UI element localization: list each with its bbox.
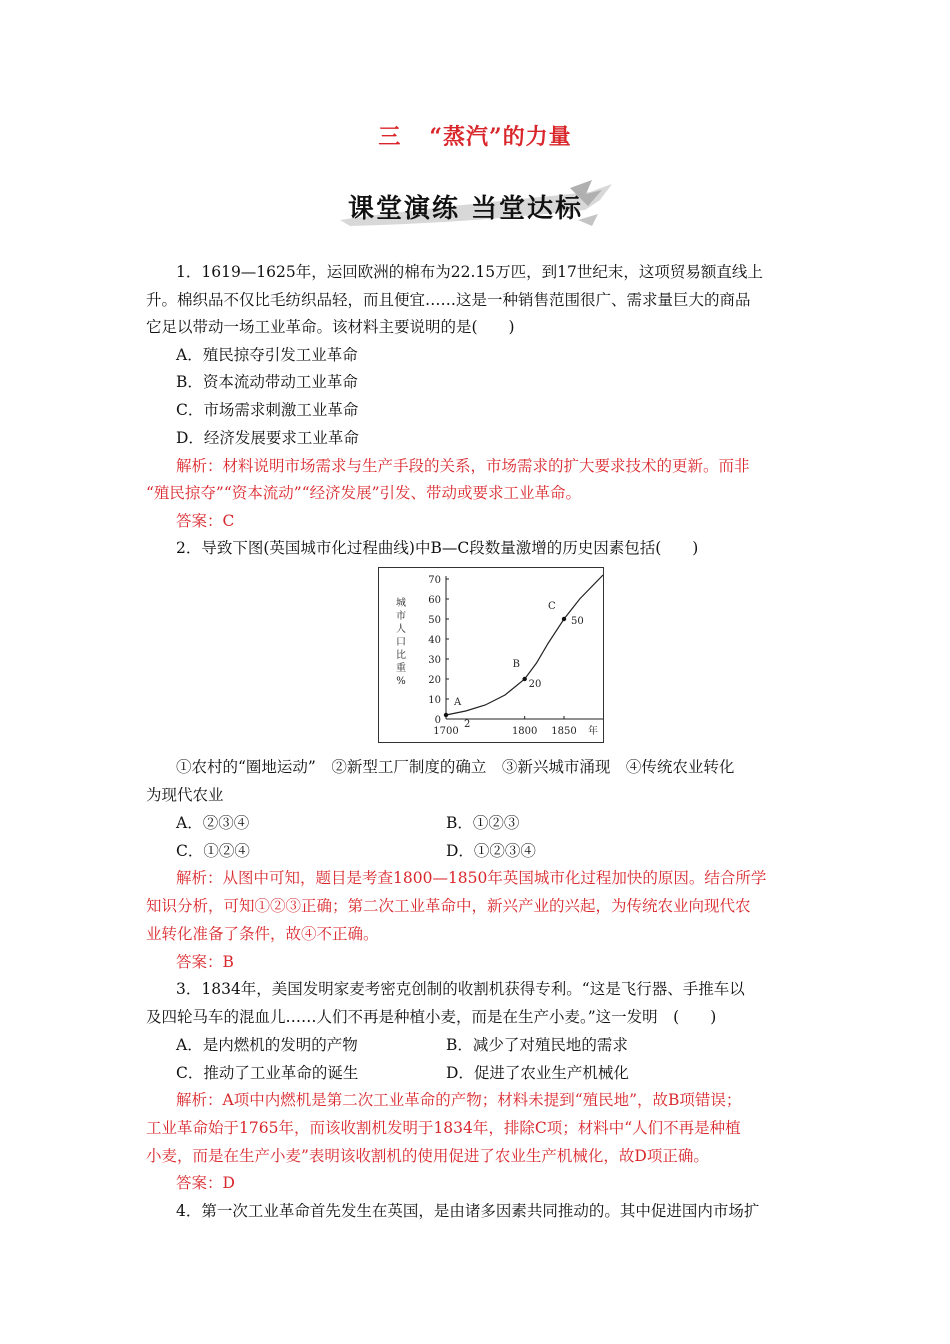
q3-option-d: D．促进了农业生产机械化 [446, 1064, 629, 1082]
point-C [562, 617, 566, 621]
q2-analysis-1: 解析：从图中可知，题目是考查1800—1850年英国城市化过程加快的原因。结合所学 [176, 869, 767, 887]
point-B [522, 677, 526, 681]
section-banner [330, 180, 620, 230]
q3-option-b: B．减少了对殖民地的需求 [446, 1036, 628, 1054]
q3-answer: 答案：D [176, 1174, 235, 1192]
q3-analysis-3: 小麦，而是在生产小麦”表明该收割机的使用促进了农业生产机械化，故D项正确。 [146, 1147, 709, 1165]
q4-line-1: 4．第一次工业革命首先发生在英国，是由诸多因素共同推动的。其中促进国内市场扩 [176, 1202, 760, 1220]
q1-option-d: D．经济发展要求工业革命 [176, 429, 359, 447]
point-label-B: B [512, 659, 521, 670]
section-number: 三 [378, 124, 402, 150]
y-tick-label-0: 0 [434, 715, 441, 726]
q2-items-line-2: 为现代农业 [146, 786, 224, 804]
q3-line-2: 及四轮马车的混血儿……人们不再是种植小麦，而是在生产小麦。”这一发明 ( ) [146, 1008, 717, 1026]
q1-answer: 答案：C [176, 512, 235, 530]
q3-analysis-2: 工业革命始于1765年，而该收割机发明于1834年，排除C项；材料中“人们不再是种植 [146, 1119, 741, 1137]
x-tick-label-0: 1700 [433, 726, 459, 737]
q2-analysis-2: 知识分析，可知①②③正确；第二次工业革命中，新兴产业的兴起，为传统农业向现代农 [146, 897, 751, 915]
y-tick-label-7: 70 [428, 575, 441, 586]
q2-option-a: A．②③④ [176, 814, 250, 832]
y-tick-label-5: 50 [428, 615, 441, 626]
q3-option-a: A．是内燃机的发明的产物 [176, 1036, 358, 1054]
x-tick-label-1: 1800 [511, 726, 538, 737]
q1-option-b: B．资本流动带动工业革命 [176, 373, 358, 391]
point-A [444, 713, 448, 717]
q2-items-line-1: ①农村的“圈地运动” ②新型工厂制度的确立 ③新兴城市涌现 ④传统农业转化 [176, 758, 735, 776]
page-title [0, 120, 950, 151]
y-axis-label-char: 城 [396, 598, 406, 609]
point-value-C: 50 [571, 616, 584, 627]
x-tick-label-2: 1850 [551, 726, 577, 737]
y-axis-label-char: % [396, 676, 406, 687]
y-axis-label-char: 市 [396, 611, 406, 622]
y-tick-label-4: 40 [428, 635, 441, 646]
q3-line-1: 3．1834年，美国发明家麦考密克创制的收割机获得专利。“这是飞行器、手推车以 [176, 980, 745, 998]
point-value-A: 2 [464, 719, 471, 730]
urbanization-chart [378, 567, 604, 743]
q3-analysis-1: 解析：A项中内燃机是第二次工业革命的产物；材料未提到“殖民地”，故B项错误； [176, 1091, 742, 1109]
q1-option-a: A．殖民掠夺引发工业革命 [176, 346, 358, 364]
q1-line-2: 升。棉织品不仅比毛纺织品轻，而且便宜……这是一种销售范围很广、需求量巨大的商品 [146, 291, 751, 309]
y-tick-label-1: 10 [428, 695, 441, 706]
q2-analysis-3: 业转化准备了条件，故④不正确。 [146, 925, 379, 943]
y-axis-label-char: 口 [396, 637, 406, 648]
section-title: “蒸汽”的力量 [429, 124, 572, 150]
x-axis-label: 年 [588, 726, 598, 737]
q2-stem: 2．导致下图(英国城市化过程曲线)中B—C段数量激增的历史因素包括( ) [176, 539, 699, 557]
point-label-C: C [548, 601, 556, 612]
q1-analysis-2: “殖民掠夺”“资本流动”“经济发展”引发、带动或要求工业革命。 [146, 484, 582, 502]
point-value-B: 20 [528, 679, 542, 690]
q2-option-c: C．①②④ [176, 842, 250, 860]
banner-text: 课堂演练 当堂达标 [348, 194, 584, 224]
q1-analysis-1: 解析：材料说明市场需求与生产手段的关系，市场需求的扩大要求技术的更新。而非 [176, 457, 750, 475]
q2-option-b: B．①②③ [446, 814, 520, 832]
y-axis-label-char: 比 [396, 650, 406, 661]
point-label-A: A [454, 697, 462, 708]
chart-svg [379, 568, 603, 742]
q2-option-d: D．①②③④ [446, 842, 536, 860]
y-tick-label-3: 30 [428, 655, 441, 666]
y-tick-label-2: 20 [428, 675, 441, 686]
urbanization-curve [446, 575, 603, 715]
q3-option-c: C．推动了工业革命的诞生 [176, 1064, 359, 1082]
q1-line-1: 1．1619—1625年，运回欧洲的棉布为22.15万匹，到17世纪末，这项贸易额直线上 [176, 263, 763, 281]
y-axis-label-char: 重 [396, 663, 406, 674]
q2-answer: 答案：B [176, 953, 234, 971]
q1-option-c: C．市场需求刺激工业革命 [176, 401, 359, 419]
y-axis-label-char: 人 [396, 624, 406, 635]
q1-line-3: 它足以带动一场工业革命。该材料主要说明的是( ) [146, 318, 515, 336]
y-tick-label-6: 60 [428, 595, 441, 606]
